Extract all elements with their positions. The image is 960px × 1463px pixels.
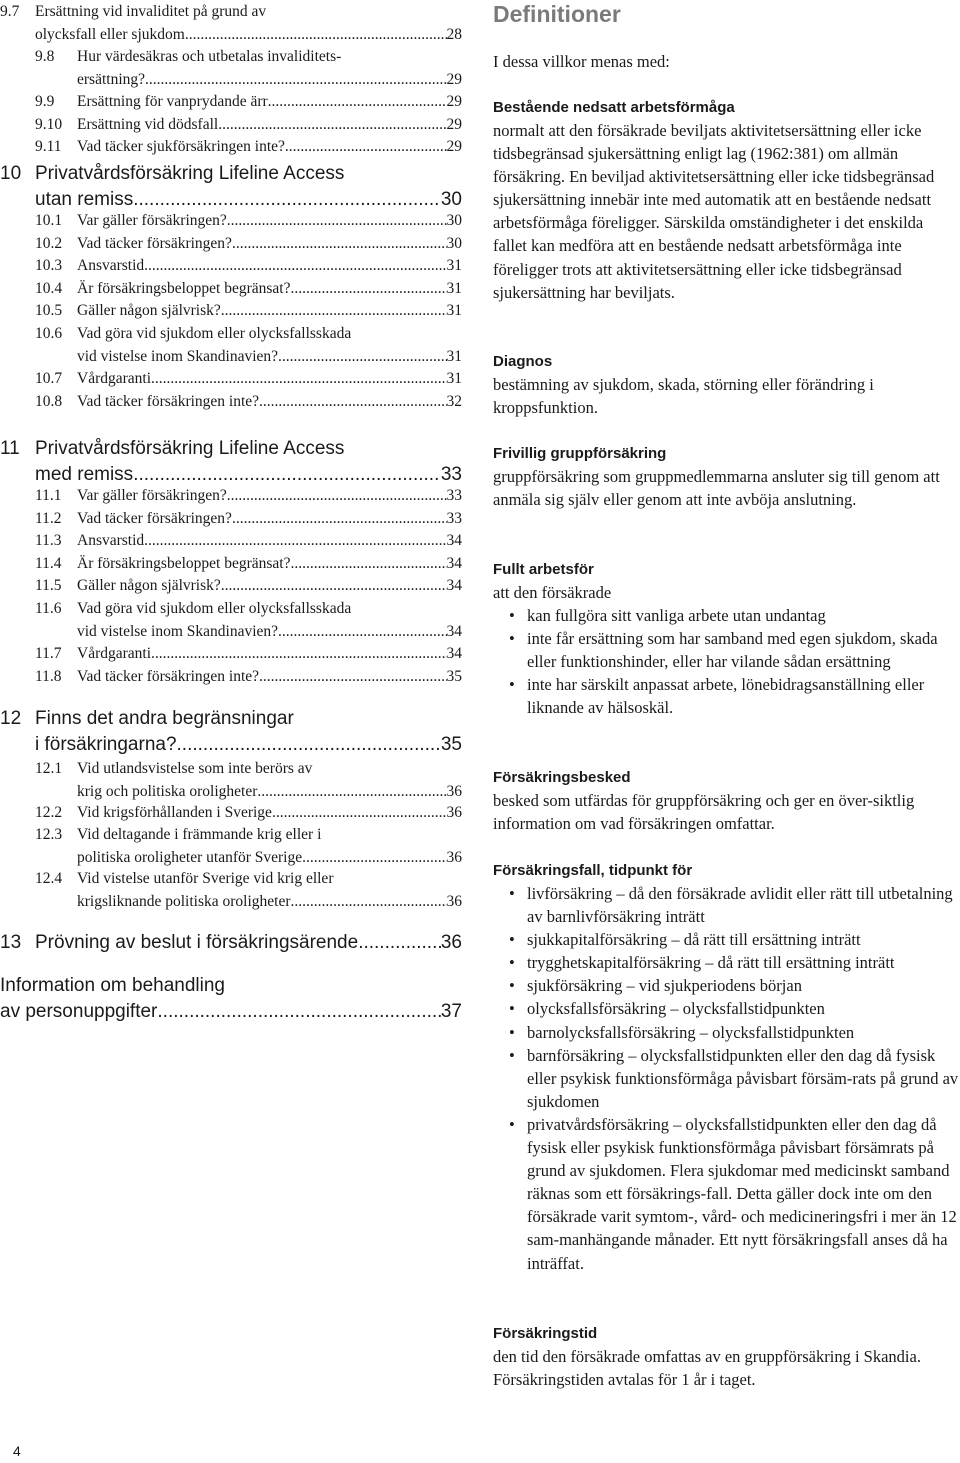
toc-leader-dots [133, 188, 441, 212]
toc-entry[interactable] [35, 643, 462, 666]
toc-leader-dots [221, 575, 447, 598]
definition-term: Frivillig gruppförsäkring [493, 445, 667, 462]
toc-number: 12.1 [35, 760, 63, 777]
toc-entry[interactable] [35, 278, 462, 301]
toc-number: 9.9 [35, 93, 55, 110]
toc-number: 10.1 [35, 212, 63, 229]
toc-text: Vad täcker sjukförsäkringen inte? [77, 138, 285, 155]
toc-leader-dots [144, 530, 446, 553]
toc-page: 34 [446, 645, 462, 663]
definition-bullet-list [493, 604, 960, 719]
toc-number: 12.3 [35, 826, 63, 843]
toc-text: Vid deltagande i främmande krig eller i [77, 826, 322, 843]
toc-section-number: 13 [0, 932, 22, 953]
toc-entry[interactable] [35, 300, 462, 323]
toc-entry[interactable] [35, 530, 462, 553]
toc-entry[interactable] [35, 666, 462, 689]
toc-leader-dots [177, 733, 441, 757]
toc-text: Gäller någon självrisk? [77, 577, 221, 595]
bullet-item: • olycksfallsförsäkring – olycksfallstidpunkten [493, 997, 960, 1020]
toc-leader-dots [272, 802, 447, 825]
bullet-item: • inte får ersättning som har samband med egen sjukdom, skada eller funktionshinder, eller har vilande sådan ersättning [493, 627, 960, 673]
toc-text: Vad göra vid sjukdom eller olycksfallsskada [77, 599, 352, 617]
toc-page: 29 [446, 116, 462, 133]
toc-leader-dots [278, 621, 446, 644]
bullet-item: • trygghetskapitalförsäkring – då rätt till ersättning inträtt [493, 951, 960, 974]
toc-number: 10.7 [35, 370, 63, 388]
toc-text: Vad täcker försäkringen inte? [77, 392, 260, 410]
toc-text: Ansvarstid [77, 532, 145, 550]
toc-number: 11.1 [35, 487, 62, 504]
toc-page: 29 [446, 138, 462, 155]
toc-page: 33 [446, 509, 462, 527]
definition-text: normalt att den försäkrade beviljats aktivitetsersättning eller icke tidsbegränsad sjukersättning enligt lag (1962:381) om allmän försäkring. En beviljad aktivitetsersättning eller icke tidsbegränsad sjukersättning innebär inte med automatik att en bestående nedsatt arbetsförmåga föreligger. Särskilda omständigheter i det enskilda fallet kan medföra att en bestående nedsatt arbetsförmåga inte föreligger trots att aktivitetsersättning eller icke tidsbegränsad sjukersättning har beviljats. [493, 121, 935, 302]
definition-text: den tid den försäkrade omfattas av en gruppförsäkring i Skandia. Försäkringstiden avtalas för 1 år i taget. [493, 1347, 921, 1390]
toc-text: Vad göra vid sjukdom eller olycksfallsskada [77, 324, 352, 342]
toc-page: 30 [446, 234, 462, 252]
toc-page: 36 [446, 848, 462, 866]
toc-number: 11.3 [35, 532, 62, 550]
toc-page: 35 [440, 734, 462, 755]
bullet-item: • sjukförsäkring – vid sjukperiodens början [493, 974, 960, 997]
toc-entry-9-10[interactable] [35, 114, 462, 137]
toc-page: 36 [440, 932, 462, 953]
toc-number: 9.7 [0, 3, 20, 20]
toc-section-title: i försäkringarna? [35, 734, 177, 755]
toc-number: 10.4 [35, 279, 63, 297]
toc-leader-dots [285, 136, 447, 159]
toc-number: 11.6 [35, 599, 62, 617]
toc-page: 34 [446, 577, 462, 595]
toc-leader-dots [259, 666, 446, 689]
toc-section-title: utan remiss [35, 189, 134, 210]
toc-text: olycksfall eller sjukdom [35, 25, 185, 43]
toc-page: 31 [446, 279, 462, 297]
definition-diagnos [493, 351, 960, 419]
toc-entry[interactable] [35, 598, 462, 643]
toc-page: 34 [446, 532, 462, 550]
toc-number: 11.2 [35, 509, 62, 527]
definition-forsakringsfall [493, 860, 960, 1275]
toc-number: 11.4 [35, 554, 62, 572]
toc-page: 29 [446, 93, 462, 110]
toc-leader-dots [218, 114, 446, 137]
toc-list-10 [35, 210, 462, 413]
toc-text: Vid utlandsvistelse som inte berörs av [77, 760, 313, 777]
toc-page: 31 [446, 302, 462, 320]
bullet-item: • kan fullgöra sitt vanliga arbete utan undantag [493, 604, 960, 627]
bullet-item: • privatvårdsförsäkring – olycksfallstidpunkten eller den dag då fysisk eller psykisk funktionsförmåga påvisbart försämrats på grund av sjukdomen. Flera sjukdomar med medicinskt samband räknas som ett försäkrings-fall. Detta gäller dock inte om den försäkrade varit symtom-, vård- och medicineringsfri i mer än 12 sam-manhängande månader. Ett nytt försäkringsfall anses då ha inträffat. [493, 1113, 960, 1275]
definition-term: Bestående nedsatt arbetsförmåga [493, 99, 735, 116]
definition-text: gruppförsäkring som gruppmedlemmarna ansluter sig till genom att anmäla sig själv eller genom att inte avböja anslutning. [493, 467, 940, 510]
toc-leader-dots [227, 210, 447, 233]
toc-text: Var gäller försäkringen? [77, 487, 227, 504]
toc-text: Vårdgaranti [77, 370, 152, 388]
toc-section-title: med remiss [35, 464, 134, 485]
toc-leader-dots [290, 278, 446, 301]
toc-page: 32 [446, 392, 462, 410]
toc-number: 10.6 [35, 324, 63, 342]
toc-number: 9.11 [35, 138, 62, 155]
toc-leader-dots [221, 300, 447, 323]
toc-text: ersättning? [77, 70, 146, 88]
toc-leader-dots [227, 485, 447, 508]
toc-number: 11.8 [35, 667, 62, 685]
definition-besked [493, 767, 960, 835]
toc-leader-dots [157, 1000, 440, 1024]
toc-page: 31 [446, 347, 462, 365]
toc-page: 34 [446, 622, 462, 640]
toc-leader-dots [302, 847, 446, 870]
toc-leader-dots [268, 91, 447, 114]
toc-number: 11.5 [35, 577, 62, 595]
toc-leader-dots [278, 346, 446, 369]
toc-section-title: Finns det andra begränsningar [35, 708, 294, 729]
toc-number: 10.2 [35, 234, 63, 252]
toc-entry[interactable] [35, 323, 462, 368]
toc-leader-dots [185, 24, 447, 47]
toc-text: Hur värdesäkras och utbetalas invaliditets- [77, 48, 342, 65]
toc-section-title: Privatvårdsförsäkring Lifeline Access [35, 163, 345, 184]
toc-entry[interactable] [35, 485, 462, 508]
toc-number: 9.10 [35, 116, 63, 133]
toc-section-number: 10 [0, 163, 22, 184]
toc-entry[interactable] [35, 508, 462, 531]
toc-number: 12.2 [35, 804, 63, 821]
toc-page: 29 [446, 70, 462, 88]
toc-text: politiska oroligheter utanför Sverige [77, 848, 303, 866]
toc-text: Vårdgaranti [77, 645, 152, 663]
toc-page: 31 [446, 370, 462, 388]
definition-term: Försäkringstid [493, 1325, 598, 1342]
toc-text: Gäller någon självrisk? [77, 302, 221, 320]
toc-leader-dots [151, 368, 446, 391]
definitions-heading: Definitioner [493, 1, 621, 27]
toc-entry-12-2[interactable] [35, 802, 462, 825]
toc-entry-9-11[interactable] [35, 136, 462, 159]
toc-text: Är försäkringsbeloppet begränsat? [77, 279, 291, 297]
definition-text: bestämning av sjukdom, skada, störning eller förändring i kroppsfunktion. [493, 375, 874, 418]
toc-text: Ersättning vid invaliditet på grund av [35, 3, 267, 20]
definition-text: besked som utfärdas för gruppförsäkring och ger en över-siktlig information om vad försäkringen omfattar. [493, 791, 915, 834]
definition-term: Fullt arbetsför [493, 561, 594, 578]
toc-page: 34 [446, 554, 462, 572]
toc-entry[interactable] [35, 255, 462, 278]
toc-text: Vid krigsförhållanden i Sverige [77, 804, 272, 821]
definition-fullt-arbetsfor [493, 559, 960, 720]
toc-section-title: Prövning av beslut i försäkringsärende [35, 932, 359, 953]
toc-entry[interactable] [35, 575, 462, 598]
toc-text: Vad täcker försäkringen? [77, 509, 232, 527]
toc-page: 28 [446, 25, 462, 43]
toc-page: 36 [446, 804, 462, 821]
toc-entry[interactable] [35, 553, 462, 576]
toc-page: 35 [446, 667, 462, 685]
bullet-item: • barnolycksfallsförsäkring – olycksfallstidpunkten [493, 1021, 960, 1044]
toc-page: 37 [440, 1001, 462, 1022]
toc-text: krig och politiska oroligheter [77, 782, 258, 800]
bullet-item: • barnförsäkring – olycksfallstidpunkten eller den dag då fysisk eller psykisk funktionsförmåga påvisbart försäm-rats på grund av sjukdomen [493, 1044, 960, 1113]
toc-entry[interactable] [35, 233, 462, 256]
toc-page: 36 [446, 782, 462, 800]
toc-section-title: Information om behandling [0, 975, 225, 996]
toc-entry[interactable] [35, 368, 462, 391]
definition-frivillig [493, 443, 960, 511]
toc-text: krigsliknande politiska oroligheter [77, 892, 291, 910]
toc-text: Ersättning för vanprydande ärr [77, 93, 268, 110]
definition-term: Försäkringsbesked [493, 769, 631, 786]
toc-number: 10.3 [35, 257, 63, 275]
toc-leader-dots [151, 643, 446, 666]
definitions-intro: I dessa villkor menas med: [493, 52, 670, 71]
definition-bestaende [493, 97, 960, 304]
toc-leader-dots [133, 463, 441, 487]
toc-page: 36 [446, 892, 462, 910]
toc-section-personal-data[interactable] [0, 974, 462, 1024]
toc-section-number: 11 [0, 438, 20, 459]
toc-entry-9-9[interactable] [35, 91, 462, 114]
toc-text: Är försäkringsbeloppet begränsat? [77, 554, 291, 572]
toc-leader-dots [290, 553, 446, 576]
toc-text: Vid vistelse utanför Sverige vid krig eller [77, 870, 334, 887]
page-number: 4 [13, 1443, 21, 1459]
toc-page: 33 [446, 487, 462, 504]
toc-page: 31 [446, 257, 462, 275]
definition-term: Diagnos [493, 353, 553, 370]
toc-text: Vad täcker försäkringen? [77, 234, 232, 252]
toc-leader-dots [257, 781, 446, 804]
toc-number: 10.5 [35, 302, 63, 320]
toc-list-11 [35, 485, 462, 688]
toc-number: 10.8 [35, 392, 63, 410]
toc-leader-dots [259, 391, 446, 414]
bullet-item: • sjukkapitalförsäkring – då rätt till ersättning inträtt [493, 928, 960, 951]
bullet-item: • livförsäkring – då den försäkrade avlidit eller rätt till utbetalning av barnlivförsäkring inträtt [493, 882, 960, 928]
toc-text: Var gäller försäkringen? [77, 212, 227, 229]
toc-leader-dots [358, 931, 441, 955]
definition-term: Försäkringsfall, tidpunkt för [493, 862, 693, 879]
toc-leader-dots [291, 891, 447, 914]
toc-page: 30 [440, 189, 462, 210]
toc-section-number: 12 [0, 708, 22, 729]
toc-number: 9.8 [35, 48, 55, 65]
toc-text: Vad täcker försäkringen inte? [77, 667, 260, 685]
toc-number: 12.4 [35, 870, 63, 887]
definition-text: att den försäkrade [493, 583, 612, 602]
toc-text: Ansvarstid [77, 257, 145, 275]
toc-text: vid vistelse inom Skandinavien? [77, 622, 279, 640]
toc-number: 11.7 [35, 645, 62, 663]
toc-leader-dots [232, 233, 447, 256]
toc-page: 33 [440, 464, 462, 485]
toc-leader-dots [144, 255, 446, 278]
toc-entry[interactable] [35, 391, 462, 414]
bullet-item: • inte har särskilt anpassat arbete, lönebidragsanställning eller liknande av hälsoskäl. [493, 673, 960, 719]
toc-section-title: Privatvårdsförsäkring Lifeline Access [35, 438, 345, 459]
toc-page: 30 [446, 212, 462, 229]
toc-leader-dots [145, 69, 446, 92]
definition-bullet-list [493, 882, 960, 1275]
toc-section-title: av personuppgifter [0, 1001, 158, 1022]
toc-leader-dots [232, 508, 447, 531]
toc-text: Ersättning vid dödsfall [77, 116, 219, 133]
toc-entry[interactable] [35, 210, 462, 233]
definition-forsakringstid [493, 1323, 960, 1391]
toc-text: vid vistelse inom Skandinavien? [77, 347, 279, 365]
